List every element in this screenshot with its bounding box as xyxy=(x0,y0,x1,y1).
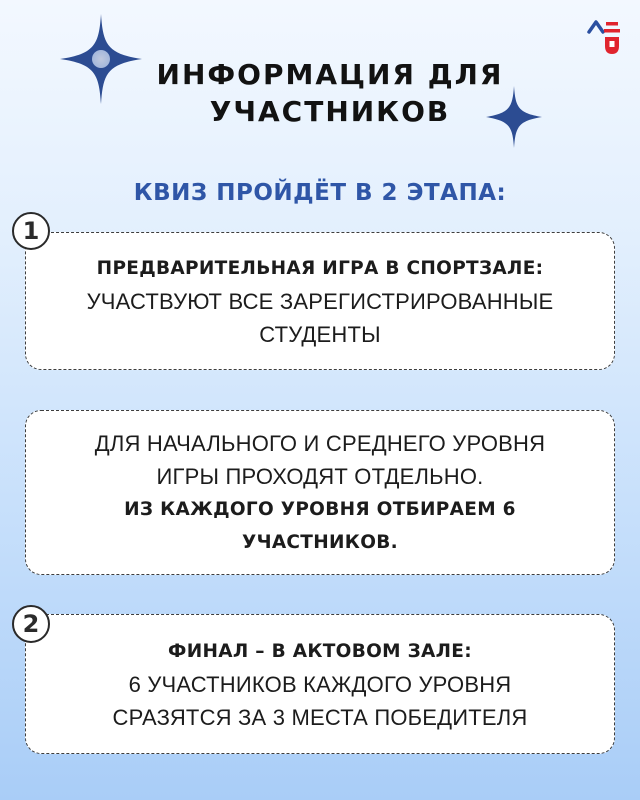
logo-icon xyxy=(585,16,621,58)
title-line: ИНФОРМАЦИЯ ДЛЯ xyxy=(156,58,504,91)
stage-1-heading: ПРЕДВАРИТЕЛЬНАЯ ИГРА В СПОРТЗАЛЕ: xyxy=(96,257,544,279)
note-bold-text: ИЗ КАЖДОГО УРОВНЯ ОТБИРАЕМ 6 xyxy=(124,498,516,520)
note-text: ИГРЫ ПРОХОДЯТ ОТДЕЛЬНО. xyxy=(156,463,484,489)
stages-subtitle: КВИЗ ПРОЙДЁТ В 2 ЭТАПА: xyxy=(133,180,507,206)
note-text: ДЛЯ НАЧАЛЬНОГО И СРЕДНЕГО УРОВНЯ xyxy=(94,430,546,456)
stage-2-number-badge: 2 xyxy=(12,605,50,643)
stage-2-text: СРАЗЯТСЯ ЗА 3 МЕСТА ПОБЕДИТЕЛЯ xyxy=(112,704,528,730)
stage-2-card xyxy=(25,614,615,754)
note-bold-text: УЧАСТНИКОВ. xyxy=(242,531,398,553)
stage-2-heading: ФИНАЛ – В АКТОВОМ ЗАЛЕ: xyxy=(168,640,472,662)
stage-2-text: 6 УЧАСТНИКОВ КАЖДОГО УРОВНЯ xyxy=(128,671,512,697)
title-line: УЧАСТНИКОВ xyxy=(209,95,451,128)
stage-1-text: УЧАСТВУЮТ ВСЕ ЗАРЕГИСТРИРОВАННЫЕ xyxy=(86,288,554,314)
page-title xyxy=(130,56,530,130)
stage-1-number-badge: 1 xyxy=(12,212,50,250)
stage-1-text: СТУДЕНТЫ xyxy=(259,321,381,347)
stage-1-card xyxy=(25,232,615,370)
levels-note-card xyxy=(25,410,615,575)
